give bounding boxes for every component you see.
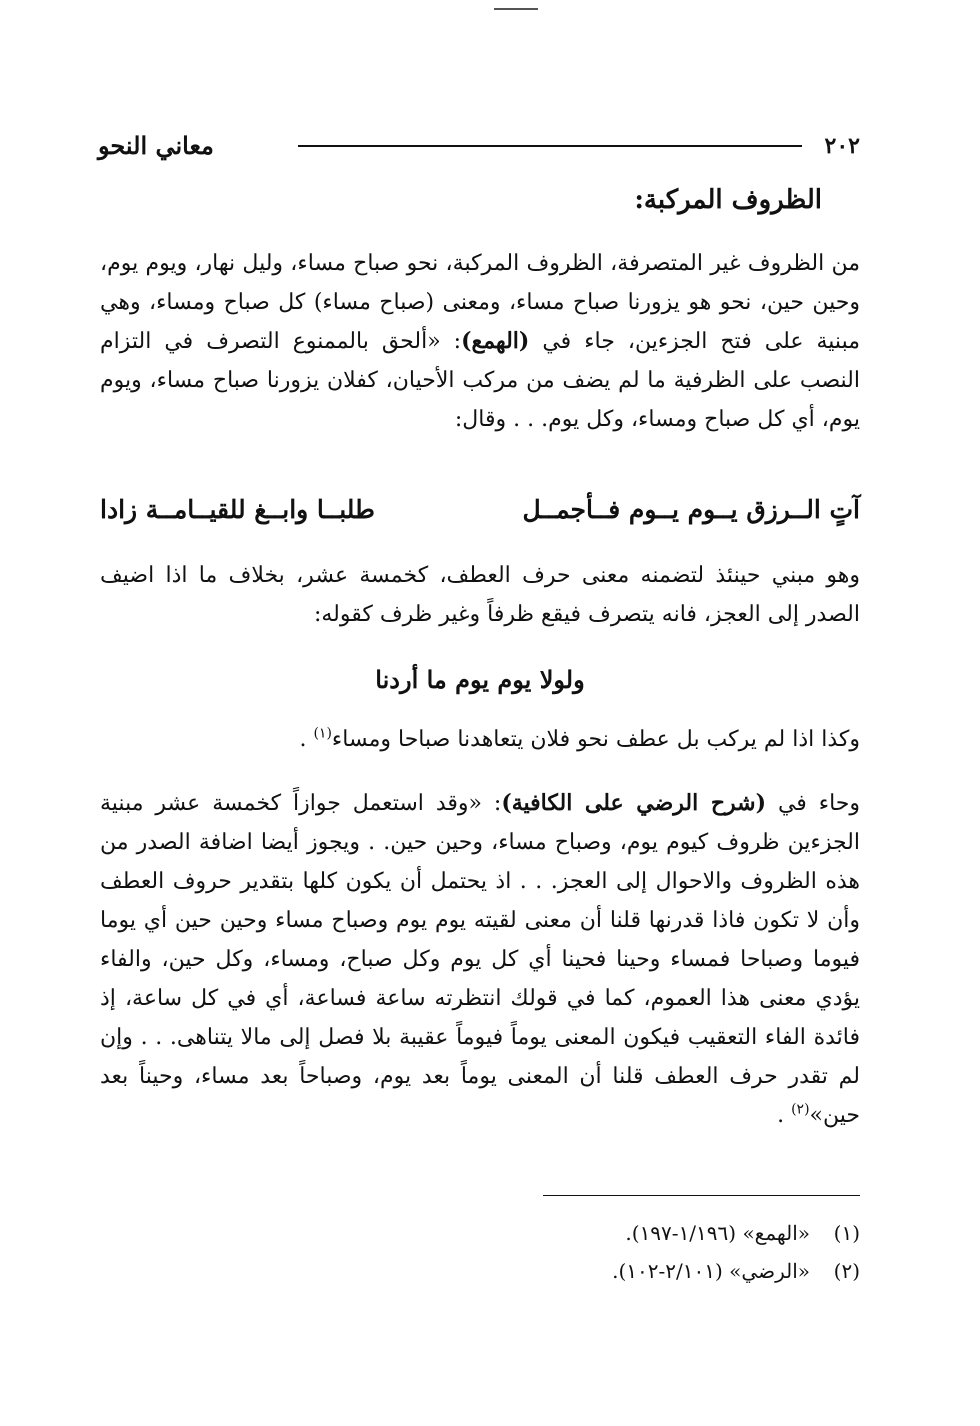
paragraph-1-text-a: من الظروف غير المتصرفة، الظروف المركبة، نحو صباح مساء، وليل نهار، ويوم يوم، وحين حين، نحو هو يزورنا صباح مساء، ومعنى (صباح مساء) كل صباح ومساء، وهي مبنية على فتح الجزءين، جاء في — [100, 251, 860, 354]
paragraph-4-end: . — [777, 1103, 792, 1128]
footnote-ref-1[interactable]: (١) — [313, 725, 332, 742]
paragraph-2-text: وهو مبني حينئذ لتضمنه معنى حرف العطف، كخمسة عشر، بخلاف ما اذا اضيف الصدر إلى العجز، فانه يتصرف فيقع ظرفاً وغير ظرف كقوله: — [100, 563, 860, 627]
footnote-1-marker: (١) — [833, 1221, 860, 1245]
paragraph-3-text: وكذا اذا لم يركب بل عطف نحو فلان يتعاهدنا صباحا ومساء — [331, 727, 860, 752]
footnote-2-marker: (٢) — [833, 1259, 860, 1283]
paragraph-1-text-b: : «ألحق بالممنوع التصرف في التزام النصب على الظرفية ما لم يضف من مركب الأحيان، كفلان يزورنا صباح مساء، ويوم يوم، أي كل صباح ومساء، وكل يوم. . . وقال: — [100, 329, 860, 432]
paragraph-3-end: . — [299, 727, 314, 752]
footnote-2 — [100, 1256, 860, 1286]
paragraph-2 — [100, 556, 886, 634]
footnote-ref-2[interactable]: (٢) — [791, 1101, 810, 1118]
paragraph-3 — [100, 720, 886, 759]
footnote-separator — [543, 1195, 860, 1196]
paragraph-4-text-a: وحاء في — [766, 791, 860, 816]
page-number: ٢٠٢ — [824, 133, 860, 159]
paragraph-1 — [100, 244, 886, 439]
verse-first-hemistich: آتٍ الــرزق يــوم يــوم فــأجمــل — [522, 495, 860, 524]
verse-second-hemistich: طلبــا وابــغ للقيــامــة زادا — [100, 495, 375, 524]
quoted-verse-line: ولولا يوم يوم ما أردنا — [375, 665, 585, 694]
header-rule — [298, 145, 802, 147]
paragraph-4-text-b: : «وقد استعمل جوازاً كخمسة عشر مبنية الجزءين ظروف كيوم يوم، وصباح مساء، وحين حين. . ويجوز أيضا اضافة الصدر من هذه الظروف والاحوال إلى العجز. . . اذ يحتمل أن يكون كلها بتقدير حروف العطف وأن لا تكون فاذا قدرنها قلنا أن معنى لقيته يوم يوم وصباح مساء وحين حين أي يوما فيوما وصباحا فمساء وحينا فحينا أي كل يوم وكل صباح، ومساء، وكل حين، والفاء يؤدي معنى هذا العموم، كما في قولك انتظرته ساعة فساعة، أي في كل ساعة، إذ فائدة الفاء التعقيب فيكون المعنى يوماً فيوماً عقيبة بلا فصل إلى مالا يتناهى. . . وإن لم تقدر حرف العطف قلنا أن المعنى يوماً بعد يوم، وصباحاً بعد مساء، وحيناً بعد حين» — [100, 791, 860, 1128]
footnote-2-text: «الرضي» (٢/١٠١-١٠٢). — [612, 1259, 810, 1283]
running-header — [98, 128, 860, 164]
section-title: الظروف المركبة: — [634, 185, 822, 215]
source-hama: (الهمع) — [461, 328, 530, 354]
top-edge-mark — [494, 8, 538, 10]
source-sharh-radi: (شرح الرضي على الكافية) — [501, 790, 767, 816]
poetry-verse — [100, 490, 860, 530]
book-title: معاني النحو — [98, 131, 214, 160]
paragraph-4 — [100, 784, 886, 1135]
footnote-1-text: «الهمع» (١/١٩٦-١٩٧). — [625, 1221, 810, 1245]
footnote-1 — [100, 1218, 860, 1248]
